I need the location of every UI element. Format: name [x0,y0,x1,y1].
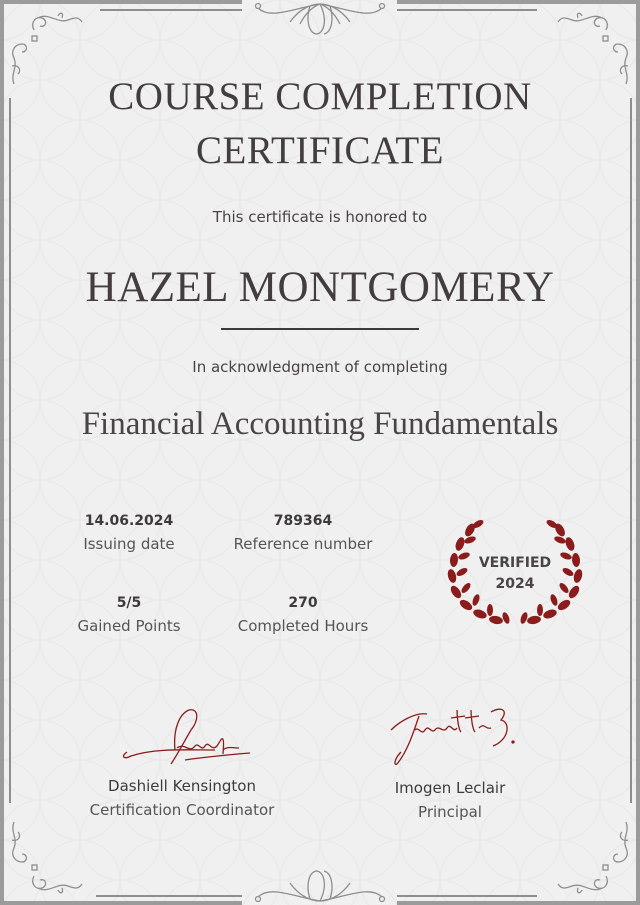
signer-role: Certification Coordinator [89,801,275,819]
inner-line-bottom-right [397,895,537,897]
seal-line1: VERIFIED [478,555,552,571]
inner-line-bottom-left [96,895,242,897]
border-bottom-left [0,901,242,905]
border-top-left [0,0,242,4]
signer-left [62,777,302,819]
border-bottom-right [397,901,640,905]
stat-value: 270 [288,595,318,611]
stat-label: Completed Hours [237,617,369,635]
stat-issuing-date [44,513,214,553]
certificate-title-line1: COURSE COMPLETION [108,75,532,118]
signer-name: Imogen Leclair [394,779,506,797]
seal-text [455,553,575,595]
course-name: Financial Accounting Fundamentals [81,406,559,442]
acknowledgment-text: In acknowledgment of completing [192,358,448,376]
stat-completed-hours [218,595,388,635]
stat-label: Gained Points [77,617,181,635]
corner-flourish-bottom-left-icon [8,818,88,898]
signer-right [330,779,570,821]
stat-label: Reference number [233,535,373,553]
top-flourish-icon [250,0,390,40]
signer-name: Dashiell Kensington [108,777,256,795]
stat-value: 789364 [273,513,333,529]
stat-value: 5/5 [116,595,142,611]
inner-line-top-left [100,9,242,11]
corner-flourish-bottom-right-icon [552,818,632,898]
border-top-right [397,0,640,4]
inner-line-top-right [397,9,537,11]
stat-gained-points [44,595,214,635]
certificate-title-line2: CERTIFICATE [196,129,444,172]
stat-value: 14.06.2024 [84,513,174,529]
corner-flourish-top-right-icon [552,8,632,88]
stat-reference-number [218,513,388,553]
signature-left-icon [115,700,265,770]
signer-role: Principal [418,803,482,821]
inner-line-right [630,98,632,803]
seal-line2: 2024 [495,576,535,592]
stat-label: Issuing date [83,535,175,553]
recipient-name: HAZEL MONTGOMERY [85,264,555,311]
inner-line-left [9,98,11,803]
corner-flourish-top-left-icon [8,8,88,88]
name-divider [221,328,419,330]
bottom-flourish-icon [250,865,390,905]
signature-right-icon [385,700,525,770]
honored-text: This certificate is honored to [212,208,428,226]
